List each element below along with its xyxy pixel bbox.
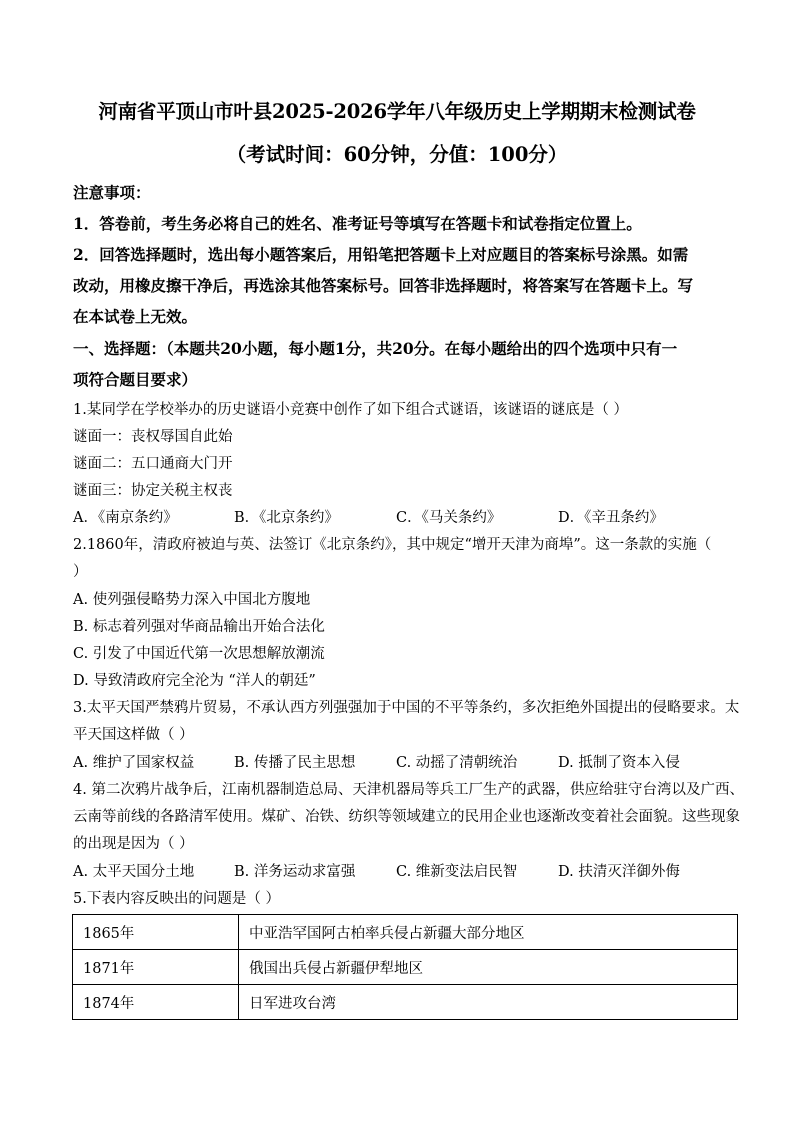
table-row [73, 915, 738, 950]
table-row [73, 985, 738, 1020]
table-row [73, 950, 738, 985]
q3-option-d: D. 抵制了资本入侵 [558, 755, 680, 771]
q1-riddle-1: 谜面一：丧权辱国自此始 [73, 429, 233, 445]
table-cell-year: 1871年 [73, 950, 239, 985]
q3-stem-line-2: 平天国这样做（ ） [73, 727, 194, 743]
table-cell-event: 日军进攻台湾 [239, 985, 738, 1020]
q4-stem-line-3: 的出现是因为（ ） [73, 836, 194, 852]
q4-stem-line-2: 云南等前线的各路清军使用。煤矿、冶铁、纺织等领域建立的民用企业也逐渐改变着社会面貌。这些现象 [73, 809, 740, 825]
notice-item-2-line-1: 2．回答选择题时，选出每小题答案后，用铅笔把答题卡上对应题目的答案标号涂黑。如需 [73, 245, 689, 264]
notice-heading: 注意事项： [73, 183, 151, 202]
exam-subtitle: （考试时间：60分钟，分值：100分） [226, 143, 568, 166]
notice-item-2-line-2: 改动，用橡皮擦干净后，再选涂其他答案标号。回答非选择题时，将答案写在答题卡上。写 [73, 276, 694, 295]
q5-stem: 5.下表内容反映出的问题是（ ） [73, 891, 280, 907]
notice-item-1: 1．答卷前，考生务必将自己的姓名、准考证号等填写在答题卡和试卷指定位置上。 [73, 214, 642, 233]
section-heading-line-1: 一、选择题：（本题共20小题，每小题1分，共20分。在每小题给出的四个选项中只有一 [73, 339, 678, 358]
table-cell-year: 1874年 [73, 985, 239, 1020]
table-cell-event: 俄国出兵侵占新疆伊犁地区 [239, 950, 738, 985]
table-cell-year: 1865年 [73, 915, 239, 950]
notice-item-2-line-3: 在本试卷上无效。 [73, 307, 198, 326]
q2-option-a: A. 使列强侵略势力深入中国北方腹地 [73, 592, 311, 608]
q1-stem: 1.某同学在学校举办的历史谜语小竞赛中创作了如下组合式谜语，该谜语的谜底是（ ） [73, 402, 628, 418]
table-cell-event: 中亚浩罕国阿古柏率兵侵占新疆大部分地区 [239, 915, 738, 950]
q4-option-b: B. 洋务运动求富强 [234, 864, 356, 880]
q4-stem-line-1: 4. 第二次鸦片战争后，江南机器制造总局、天津机器局等兵工厂生产的武器，供应给驻守台湾以及广西、 [73, 782, 744, 798]
q1-option-c: C．《马关条约》 [396, 510, 502, 526]
q4-option-a: A. 太平天国分土地 [73, 864, 195, 880]
q3-stem-line-1: 3.太平天国严禁鸦片贸易，不承认西方列强强加于中国的不平等条约，多次拒绝外国提出的侵略要求。太 [73, 700, 740, 716]
q3-option-a: A. 维护了国家权益 [73, 755, 195, 771]
q2-option-d: D. 导致清政府完全沦为 “洋人的朝廷” [73, 673, 316, 689]
q2-stem-line-1: 2.1860年，清政府被迫与英、法签订《北京条约》，其中规定“增开天津为商埠”。这一条款的实施（ [73, 537, 712, 553]
q1-option-b: B．《北京条约》 [234, 510, 339, 526]
q1-riddle-3: 谜面三：协定关税主权丧 [73, 483, 233, 499]
q5-table [72, 914, 738, 1020]
q3-option-b: B. 传播了民主思想 [234, 755, 356, 771]
q2-option-c: C. 引发了中国近代第一次思想解放潮流 [73, 646, 325, 662]
q4-option-d: D. 扶清灭洋御外侮 [558, 864, 680, 880]
q1-option-d: D．《辛丑条约》 [558, 510, 664, 526]
exam-title: 河南省平顶山市叶县2025-2026学年八年级历史上学期期末检测试卷 [98, 100, 696, 123]
q2-stem-line-2: ） [73, 564, 88, 580]
q2-option-b: B. 标志着列强对华商品输出开始合法化 [73, 619, 325, 635]
q1-option-a: A．《南京条约》 [73, 510, 178, 526]
q1-riddle-2: 谜面二：五口通商大门开 [73, 456, 233, 472]
q3-option-c: C. 动摇了清朝统治 [396, 755, 518, 771]
q4-option-c: C. 维新变法启民智 [396, 864, 518, 880]
section-heading-line-2: 项符合题目要求） [73, 370, 198, 389]
